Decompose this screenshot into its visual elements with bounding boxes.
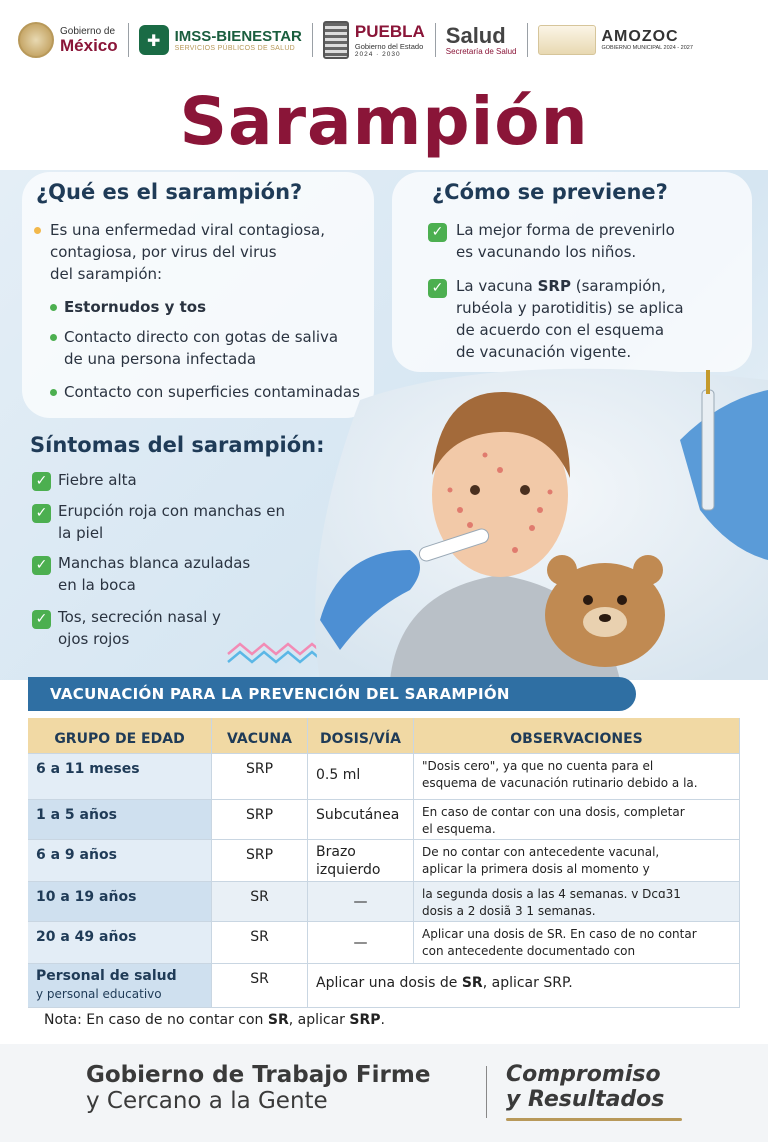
obs-line: dosis a 2 dosiã 3 1 semanas. xyxy=(422,904,596,918)
check-icon: ✓ xyxy=(32,556,51,575)
table-row-vaccine: SR xyxy=(212,922,308,964)
symptom-item-4 xyxy=(58,606,221,650)
item-line: de vacunación vigente. xyxy=(456,343,632,361)
footer-underline xyxy=(506,1118,682,1121)
what-is-heading: ¿Qué es el sarampión? xyxy=(36,180,303,204)
obs-line: aplicar la primera dosis al momento y xyxy=(422,862,650,876)
obs-bold: SR xyxy=(461,975,483,991)
puebla-emblem-icon xyxy=(323,21,349,59)
table-row-dose: — xyxy=(308,922,414,964)
footer-slogan-right xyxy=(506,1062,664,1112)
table-row-observation xyxy=(308,964,740,1008)
intro-line: contagiosa, por virus del virus xyxy=(50,243,277,261)
transmission-item-3: Contacto con superficies contaminadas xyxy=(64,383,360,401)
puebla-name: PUEBLA xyxy=(354,22,425,41)
item-bold: SRP xyxy=(537,277,571,295)
item-line: de acuerdo con el esquema xyxy=(456,321,665,339)
check-icon: ✓ xyxy=(32,504,51,523)
bullet-dot-icon xyxy=(50,334,57,341)
footer-divider xyxy=(486,1066,487,1118)
salud-logo xyxy=(445,22,517,56)
slogan-line1: Gobierno de Trabajo Firme xyxy=(86,1062,431,1088)
intro-line: Es una enfermedad viral contagiosa, xyxy=(50,221,326,239)
item-line: Erupción roja con manchas en xyxy=(58,502,285,520)
table-row-vaccine: SR xyxy=(212,964,308,1008)
obs-line: con antecedente documentado con xyxy=(422,944,636,958)
imss-bienestar-logo xyxy=(139,25,302,55)
bullet-dot-icon xyxy=(34,227,41,234)
table-row-vaccine: SRP xyxy=(212,800,308,840)
item-line: en la boca xyxy=(58,576,136,594)
check-icon: ✓ xyxy=(32,610,51,629)
national-seal-icon xyxy=(18,22,54,58)
item-text: La vacuna xyxy=(456,277,538,295)
table-row-dose: Subcutánea xyxy=(308,800,414,840)
imss-name: IMSS-BIENESTAR xyxy=(174,28,302,45)
table-row-dose: — xyxy=(308,882,414,922)
item-line: Tos, secreción nasal y xyxy=(58,608,221,626)
transmission-item-2 xyxy=(64,326,338,348)
note-text: . xyxy=(380,1012,385,1028)
salud-name: Salud xyxy=(445,22,506,48)
logo-bar xyxy=(0,0,768,80)
note-text: Nota: En caso de no contar con xyxy=(44,1012,268,1028)
obs-line: En caso de contar con una dosis, completar xyxy=(422,805,685,819)
table-row-dose: Brazo izquierdo xyxy=(308,840,414,882)
table-row-observation xyxy=(414,882,740,922)
item-line: Manchas blanca azuladas xyxy=(58,554,251,572)
table-row-group: 6 a 11 meses xyxy=(28,754,212,800)
transmission-item-1: Estornudos y tos xyxy=(64,298,207,316)
amozoc-logo xyxy=(538,25,693,55)
table-row-observation xyxy=(414,922,740,964)
puebla-sub: Gobierno del Estado xyxy=(354,42,424,51)
table-note xyxy=(44,1012,385,1028)
logo-divider xyxy=(128,23,129,57)
obs-line: el esquema. xyxy=(422,822,496,836)
item-line: es vacunando los niños. xyxy=(456,243,637,261)
imss-emblem-icon: ✚ xyxy=(139,25,169,55)
what-is-intro xyxy=(50,219,325,285)
slogan-right-line1: Compromiso xyxy=(506,1062,661,1087)
table-row-dose: 0.5 ml xyxy=(308,754,414,800)
gobierno-line2: México xyxy=(60,35,118,55)
obs-line: Aplicar una dosis de SR. En caso de no contar xyxy=(422,927,697,941)
symptoms-heading: Síntomas del sarampión: xyxy=(30,433,325,457)
gobierno-line1: Gobierno de xyxy=(60,25,116,37)
symptom-item-1: Fiebre alta xyxy=(58,471,137,489)
table-row-group xyxy=(28,964,212,1008)
item-line: rubéola y parotiditis) se aplica xyxy=(456,299,684,317)
note-bold: SR xyxy=(267,1012,289,1028)
item-line: La mejor forma de prevenirlo xyxy=(456,221,675,239)
amozoc-sub: GOBIERNO MUNICIPAL 2024 - 2027 xyxy=(601,45,693,51)
salud-sub: Secretaría de Salud xyxy=(445,46,517,56)
table-row-observation xyxy=(414,840,740,882)
obs-line: la segunda dosis a las 4 semanas. v Dcɑ31 xyxy=(422,887,681,901)
obs-line: "Dosis cero", ya que no cuenta para el xyxy=(422,759,654,773)
group-line: y personal educativo xyxy=(36,987,162,1001)
vaccination-table xyxy=(28,718,740,1008)
item-line: ojos rojos xyxy=(58,630,130,648)
obs-line: De no contar con antecedente vacunal, xyxy=(422,845,660,859)
gobierno-mexico-logo xyxy=(18,22,118,58)
group-line: Personal de salud xyxy=(36,968,177,984)
table-row-observation xyxy=(414,800,740,840)
slogan-right-line2: y Resultados xyxy=(506,1087,665,1112)
slogan-line2: y Cercano a la Gente xyxy=(86,1088,328,1114)
table-title-band: VACUNACIÓN PARA LA PREVENCIÓN DEL SARAMPIÓN xyxy=(28,677,636,711)
table-row-group: 10 a 19 años xyxy=(28,882,212,922)
prevention-item-2 xyxy=(456,275,684,363)
item-line: la piel xyxy=(58,524,104,542)
amozoc-name: AMOZOC xyxy=(601,28,679,45)
table-row-group: 20 a 49 años xyxy=(28,922,212,964)
note-bold: SRP xyxy=(349,1012,381,1028)
col-header-dose: DOSIS/VÍA xyxy=(308,718,414,754)
table-row-vaccine: SRP xyxy=(212,754,308,800)
logo-divider xyxy=(312,23,313,57)
col-header-vaccine: VACUNA xyxy=(212,718,308,754)
table-row-observation xyxy=(414,754,740,800)
page-title: Sarampión xyxy=(179,83,589,160)
check-icon: ✓ xyxy=(428,223,447,242)
table-row-group: 6 a 9 años xyxy=(28,840,212,882)
logo-divider xyxy=(527,23,528,57)
item-text: (sarampión, xyxy=(570,277,666,295)
table-row-vaccine: SR xyxy=(212,882,308,922)
puebla-logo xyxy=(323,21,425,59)
prevention-heading: ¿Cómo se previene? xyxy=(432,180,668,204)
puebla-years: 2024 · 2030 xyxy=(354,51,401,58)
obs-text: , aplicar SRP. xyxy=(482,975,573,991)
note-text: , aplicar xyxy=(288,1012,350,1028)
bullet-dot-icon xyxy=(50,304,57,311)
prevention-item-1 xyxy=(456,219,675,263)
check-icon: ✓ xyxy=(32,472,51,491)
col-header-observations: OBSERVACIONES xyxy=(414,718,740,754)
symptom-item-2 xyxy=(58,500,285,544)
item-line: Contacto directo con gotas de saliva xyxy=(64,328,339,346)
footer-slogan-left xyxy=(86,1062,430,1114)
obs-text: Aplicar una dosis de xyxy=(316,975,462,991)
symptom-item-3 xyxy=(58,552,250,596)
transmission-item-2-line2: de una persona infectada xyxy=(64,350,257,368)
col-header-group: GRUPO DE EDAD xyxy=(28,718,212,754)
table-row-vaccine: SRP xyxy=(212,840,308,882)
logo-divider xyxy=(435,23,436,57)
check-icon: ✓ xyxy=(428,279,447,298)
intro-line: del sarampión: xyxy=(50,265,163,283)
child-illustration xyxy=(300,360,768,680)
imss-sub: SERVICIOS PÚBLICOS DE SALUD xyxy=(174,45,296,52)
obs-line: esquema de vacunación rutinario debido a la. xyxy=(422,776,698,790)
table-row-group: 1 a 5 años xyxy=(28,800,212,840)
bullet-dot-icon xyxy=(50,389,57,396)
amozoc-building-icon xyxy=(538,25,596,55)
